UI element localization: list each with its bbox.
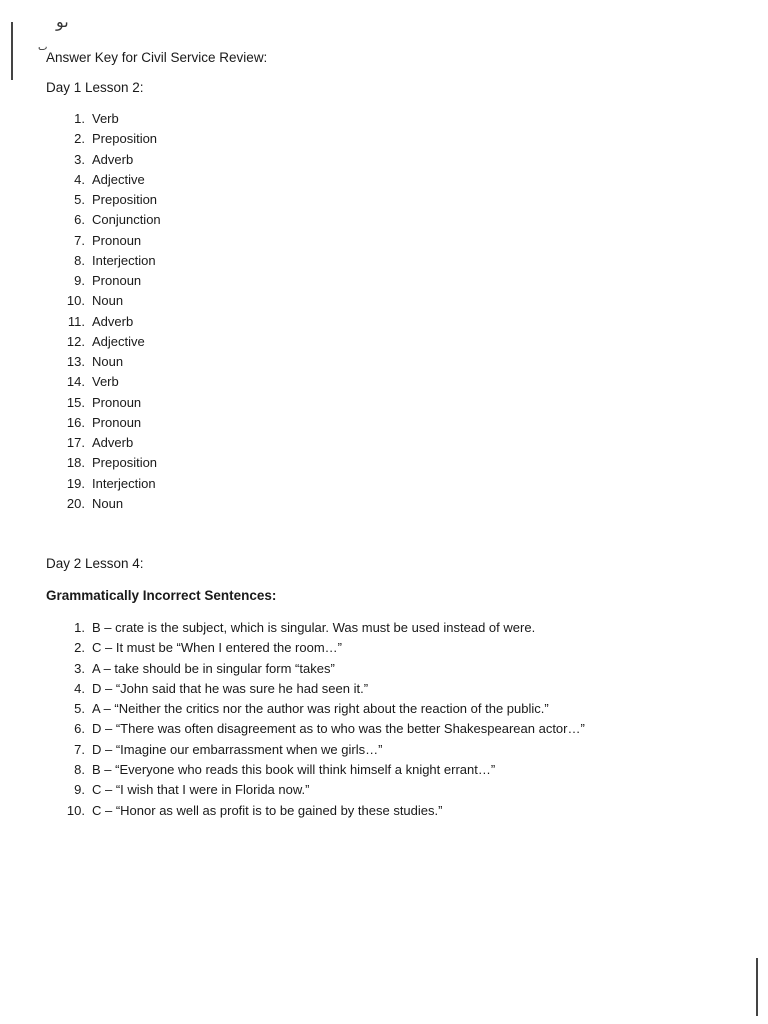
answer-list-item xyxy=(74,740,585,760)
day2-subheading: Grammatically Incorrect Sentences: xyxy=(46,588,277,603)
answer-number: 7. xyxy=(74,232,85,248)
answer-list-item xyxy=(66,291,161,311)
answer-text: D – “John said that he was sure he had seen it.” xyxy=(92,680,369,696)
answer-text: A – take should be in singular form “takes” xyxy=(92,660,335,676)
answer-text: Noun xyxy=(92,293,124,309)
answer-number: 17. xyxy=(66,435,85,450)
answer-list-item xyxy=(74,129,161,149)
answer-list-item xyxy=(74,719,585,739)
answer-number: 9. xyxy=(74,782,85,798)
answer-text: Interjection xyxy=(92,252,156,268)
answer-list-item xyxy=(74,271,161,291)
answer-text: Interjection xyxy=(92,475,156,491)
answer-text: B – “Everyone who reads this book will think himself a knight errant…” xyxy=(92,762,496,778)
answer-text: Noun xyxy=(92,495,124,511)
answer-text: Adverb xyxy=(92,151,134,167)
answer-text: C – It must be “When I entered the room…” xyxy=(92,640,342,656)
answer-list-item xyxy=(74,170,161,190)
day2-answer-list xyxy=(66,618,585,821)
answer-number: 1. xyxy=(74,620,85,635)
answer-number: 2. xyxy=(74,131,85,147)
answer-text: Pronoun xyxy=(92,394,142,410)
answer-number: 20. xyxy=(66,495,85,511)
answer-list-item xyxy=(74,251,161,271)
answer-list-item xyxy=(74,659,585,679)
answer-text: Verb xyxy=(92,374,119,390)
answer-list-item xyxy=(74,150,161,170)
answer-number: 8. xyxy=(74,252,85,268)
answer-list-item xyxy=(66,352,161,372)
day1-lesson-heading: Day 1 Lesson 2: xyxy=(46,80,144,95)
answer-text: Preposition xyxy=(92,192,158,207)
answer-text: Adverb xyxy=(92,435,134,450)
answer-number: 14. xyxy=(66,374,85,390)
answer-text: C – “I wish that I were in Florida now.” xyxy=(92,782,310,798)
answer-text: C – “Honor as well as profit is to be gained by these studies.” xyxy=(92,802,443,818)
scan-edge-mark-left xyxy=(11,22,13,80)
answer-list-item xyxy=(74,210,161,230)
answer-list-item xyxy=(66,474,161,494)
answer-number: 7. xyxy=(74,741,85,757)
answer-text: Noun xyxy=(92,354,124,369)
answer-number: 6. xyxy=(74,212,85,228)
day1-answer-list xyxy=(66,109,161,514)
day2-lesson-heading: Day 2 Lesson 4: xyxy=(46,556,144,571)
answer-number: 10. xyxy=(66,293,85,309)
answer-text: B – crate is the subject, which is singular. Was must be used instead of were. xyxy=(92,620,536,635)
answer-list-item xyxy=(66,453,161,473)
answer-list-item xyxy=(74,618,585,638)
answer-number: 9. xyxy=(74,273,85,288)
answer-list-item xyxy=(74,638,585,658)
answer-number: 2. xyxy=(74,640,85,656)
answer-list-item xyxy=(66,372,161,392)
answer-list-item xyxy=(74,679,585,699)
answer-list-item xyxy=(66,413,161,433)
answer-list-item xyxy=(66,433,161,453)
answer-list-item xyxy=(66,393,161,413)
answer-number: 15. xyxy=(66,394,85,410)
answer-list-item xyxy=(66,801,585,821)
answer-number: 1. xyxy=(74,111,85,126)
answer-number: 11. xyxy=(67,313,85,329)
answer-number: 5. xyxy=(74,192,85,207)
answer-text: D – “Imagine our embarrassment when we girls…” xyxy=(92,741,383,757)
answer-list-item xyxy=(74,109,161,129)
answer-list-item xyxy=(66,332,161,352)
answer-text: Preposition xyxy=(92,455,158,471)
handwritten-scribble: ىو xyxy=(56,12,69,31)
answer-text: Adjective xyxy=(92,171,145,187)
answer-list-item xyxy=(74,699,585,719)
answer-list-item xyxy=(66,494,161,514)
handwritten-tick-mark: ٮ xyxy=(38,42,48,53)
answer-list-item xyxy=(67,312,161,332)
answer-number: 12. xyxy=(66,333,85,349)
answer-text: Conjunction xyxy=(92,212,161,228)
answer-list-item xyxy=(74,760,585,780)
answer-list-item xyxy=(74,780,585,800)
answer-text: Adjective xyxy=(92,333,145,349)
document-title: Answer Key for Civil Service Review: xyxy=(46,50,268,65)
answer-text: Pronoun xyxy=(92,232,142,248)
answer-text: Adverb xyxy=(92,313,134,329)
answer-number: 5. xyxy=(74,701,85,717)
answer-number: 19. xyxy=(66,475,85,491)
answer-text: A – “Neither the critics nor the author was right about the reaction of the public.” xyxy=(92,701,549,717)
answer-number: 16. xyxy=(66,414,85,430)
answer-number: 18. xyxy=(66,455,85,471)
answer-number: 4. xyxy=(74,680,85,696)
answer-number: 6. xyxy=(74,721,85,737)
answer-text: Verb xyxy=(92,111,119,126)
answer-text: D – “There was often disagreement as to who was the better Shakespearean actor…” xyxy=(92,721,585,737)
answer-text: Pronoun xyxy=(92,273,142,288)
answer-number: 3. xyxy=(74,660,85,676)
answer-number: 10. xyxy=(66,802,85,818)
scan-edge-mark-right xyxy=(756,958,758,1016)
answer-number: 4. xyxy=(74,171,85,187)
answer-list-item xyxy=(74,231,161,251)
answer-number: 8. xyxy=(74,762,85,778)
answer-number: 13. xyxy=(66,354,85,369)
answer-text: Preposition xyxy=(92,131,158,147)
answer-number: 3. xyxy=(74,151,85,167)
answer-list-item xyxy=(74,190,161,210)
answer-text: Pronoun xyxy=(92,414,142,430)
